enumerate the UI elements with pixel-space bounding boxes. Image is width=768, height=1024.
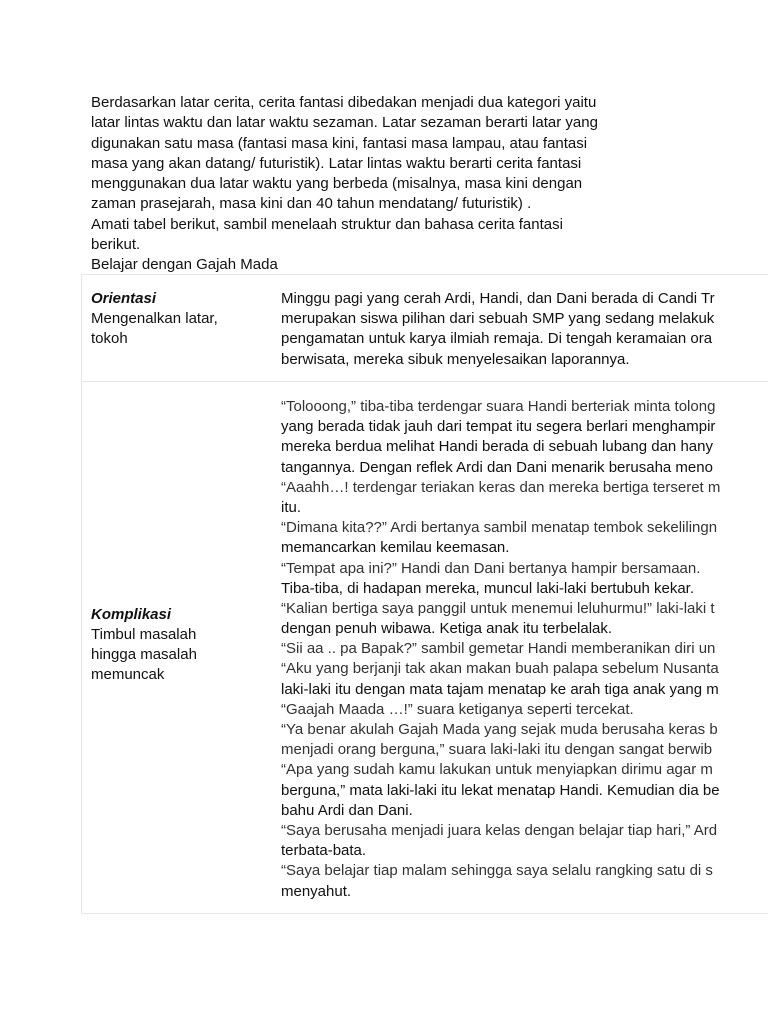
story-structure-table [81,274,768,914]
story-line: “Ya benar akulah Gajah Mada yang sejak muda berusaha keras b [281,721,718,738]
story-line: “Saya belajar tiap malam sehingga saya selalu rangking satu di s [281,862,713,880]
story-line: “Sii aa .. pa Bapak?” sambil gemetar Handi memberanikan diri un [281,640,716,658]
story-title: Belajar dengan Gajah Mada [91,256,278,274]
intro-line: Amati tabel berikut, sambil menelaah struktur dan bahasa cerita fantasi [91,215,563,233]
intro-line: latar lintas waktu dan latar waktu sezaman. Latar sezaman berarti latar yang [91,114,598,132]
intro-line: menggunakan dua latar waktu yang berbeda (misalnya, masa kini dengan [91,175,583,193]
story-line: mereka berdua melihat Handi berada di sebuah lubang dan hany [281,438,713,456]
story-line: Tiba-tiba, di hadapan mereka, muncul laki-laki bertubuh kekar. [281,579,694,597]
structure-label-cell [91,289,271,349]
story-line: laki-laki itu dengan mata tajam menatap ke arah tiga anak yang m [281,680,719,698]
story-line: berguna,” mata laki-laki itu lekat menatap Handi. Kemudian dia be [281,781,720,799]
intro-line: zaman prasejarah, masa kini dan 40 tahun mendatang/ futuristik) . [91,195,532,213]
story-line: “Tolooong,” tiba-tiba terdengar suara Handi berteriak minta tolong [281,398,716,415]
structure-title: Komplikasi [91,606,172,623]
structure-description: Mengenalkan latar, tokoh [91,310,218,347]
structure-title: Orientasi [91,290,157,307]
story-line: “Dimana kita??” Ardi bertanya sambil menatap tembok sekelilingn [281,519,718,537]
intro-paragraph [91,93,691,276]
story-line: memancarkan kemilau keemasan. [281,539,510,557]
story-text-cell [281,397,768,902]
structure-description: Timbul masalah hingga masalah memuncak [91,626,197,683]
story-line: “Kalian bertiga saya panggil untuk menemui leluhurmu!” laki-laki t [281,599,715,617]
intro-line: digunakan satu masa (fantasi masa kini, fantasi masa lampau, atau fantasi [91,134,588,152]
story-line: bahu Ardi dan Dani. [281,801,413,819]
story-line: berwisata, mereka sibuk menyelesaikan laporannya. [281,350,630,368]
story-line: itu. [281,498,302,516]
story-line: “Aaahh…! terdengar teriakan keras dan mereka bertiga terseret m [281,478,721,496]
table-row-orientasi [82,275,768,382]
story-line: “Apa yang sudah kamu lakukan untuk menyiapkan dirimu agar m [281,761,713,779]
story-line: menjadi orang berguna,” suara laki-laki itu dengan sangat berwib [281,741,713,759]
story-line: Minggu pagi yang cerah Ardi, Handi, dan Dani berada di Candi Tr [281,290,715,307]
intro-line: berikut. [91,236,141,254]
story-line: “Saya berusaha menjadi juara kelas dengan belajar tiap hari,” Ard [281,821,718,839]
story-line: tangannya. Dengan reflek Ardi dan Dani menarik berusaha meno [281,458,713,476]
story-line: “Aku yang berjanji tak akan makan buah palapa sebelum Nusanta [281,660,719,678]
story-line: menyahut. [281,882,352,900]
story-text-cell [281,289,768,370]
story-line: “Gaajah Maada …!” suara ketiganya seperti tercekat. [281,700,634,718]
story-line: merupakan siswa pilihan dari sebuah SMP yang sedang melakuk [281,310,715,328]
story-line: yang berada tidak jauh dari tempat itu segera berlari menghampir [281,418,716,436]
table-row-komplikasi [82,382,768,913]
story-line: pengamatan untuk karya ilmiah remaja. Di tengah keramaian ora [281,330,713,348]
structure-label-cell [91,605,271,685]
intro-line: masa yang akan datang/ futuristik). Latar lintas waktu berarti cerita fantasi [91,154,582,172]
story-line: dengan penuh wibawa. Ketiga anak itu terbelalak. [281,620,613,638]
story-line: “Tempat apa ini?” Handi dan Dani bertanya hampir bersamaan. [281,559,701,577]
story-line: terbata-bata. [281,842,367,860]
intro-line: Berdasarkan latar cerita, cerita fantasi dibedakan menjadi dua kategori yaitu [91,94,597,111]
